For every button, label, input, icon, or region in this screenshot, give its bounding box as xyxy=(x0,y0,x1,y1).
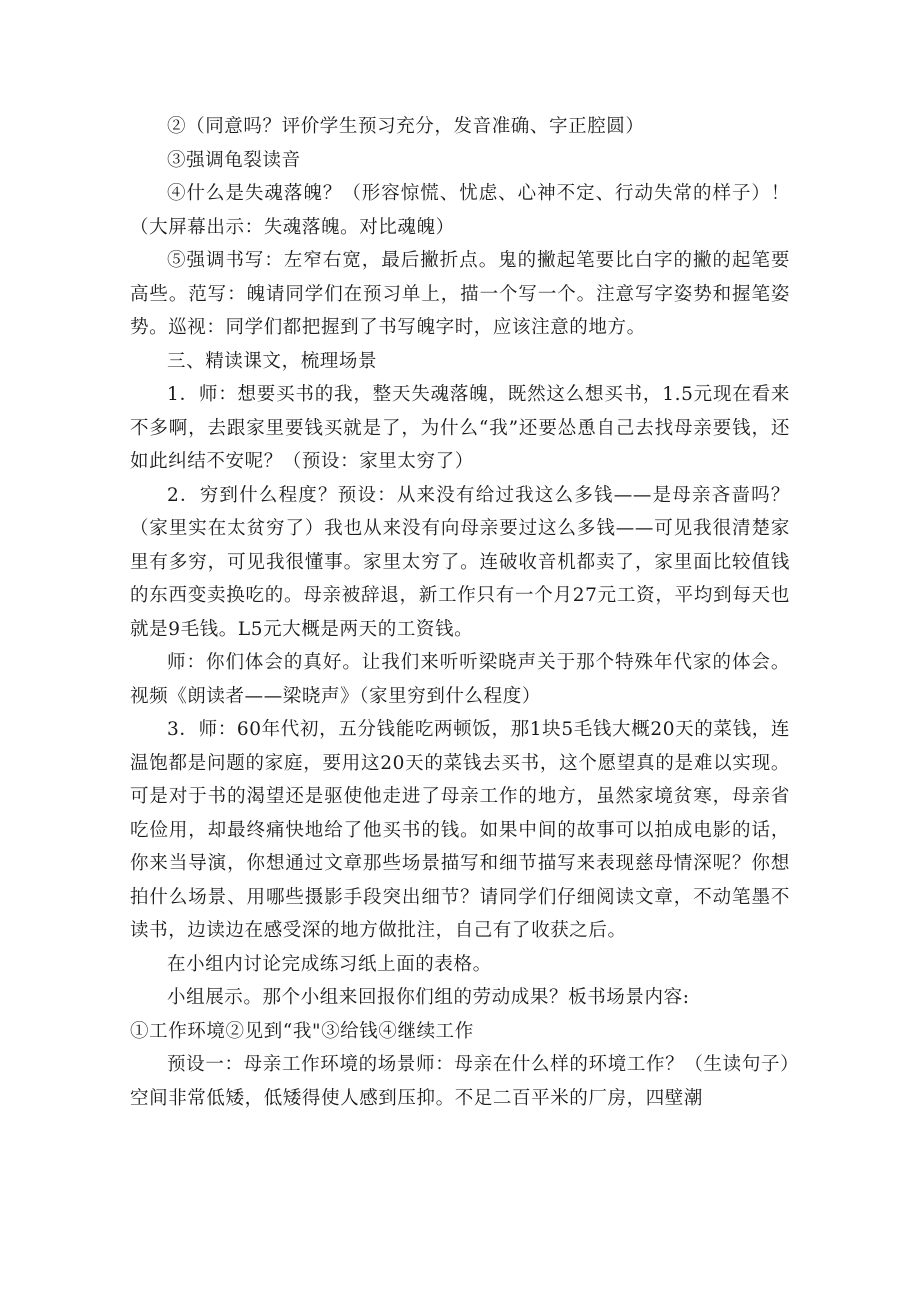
paragraph-step-1: 1．师：想要买书的我，整天失魂落魄，既然这么想买书，1.5元现在看来不多啊，去跟家里要钱买就是了，为什么“我”还要怂恿自己去找母亲要钱，还如此纠结不安呢？（预设：家里太穷了） xyxy=(130,384,790,472)
paragraph-item-2: ②（同意吗？评价学生预习充分，发音准确、字正腔圆） xyxy=(167,116,645,137)
paragraph-group-presentation: 小组展示。那个小组来回报你们组的劳动成果？板书场景内容: xyxy=(167,987,690,1008)
document-body xyxy=(130,110,790,1115)
paragraph-item-3: ③强调龟裂读音 xyxy=(167,149,301,171)
scene-list: ①工作环境②见到“我"③给钱④继续工作 xyxy=(130,1020,474,1042)
paragraph-teacher-remark: 师：你们体会的真好。让我们来听听梁晓声关于那个特殊年代家的体会。视频《朗读者——梁晓声》（家里穷到什么程度） xyxy=(130,652,790,707)
paragraph-step-3: 3．师：60年代初，五分钱能吃两顿饭，那1块5毛钱大概20天的菜钱，连温饱都是问题的家庭，要用这20天的菜钱去买书，这个愿望真的是难以实现。可是对于书的渴望还是驱使他走进了母亲工作的地方，虽然家境贫寒，母亲省吃俭用，却最终痛快地给了他买书的钱。如果中间的故事可以拍成电影的话，你来当导演，你想通过文章那些场景描写和细节描写来表现慈母情深呢？你想拍什么场景、用哪些摄影手段突出细节？请同学们仔细阅读文章，不动笔墨不读书，边读边在感受深的地方做批注，自己有了收获之后。 xyxy=(130,719,790,941)
section-heading-3: 三、精读课文，梳理场景 xyxy=(167,350,378,372)
paragraph-item-4: ④什么是失魂落魄？（形容惊慌、忧虑、心神不定、行动失常的样子）！（大屏幕出示：失魂落魄。对比魂魄） xyxy=(130,183,790,238)
paragraph-item-5: ⑤强调书写：左窄右宽，最后撇折点。鬼的撇起笔要比白字的撇的起笔要高些。范写：魄请同学们在预习单上，描一个写一个。注意写字姿势和握笔姿势。巡视：同学们都把握到了书写魄字时，应该注意的地方。 xyxy=(130,250,790,338)
paragraph-group-discussion: 在小组内讨论完成练习纸上面的表格。 xyxy=(167,953,492,975)
paragraph-preset-1: 预设一：母亲工作环境的场景师：母亲在什么样的环境工作？（生读句子）空间非常低矮，低矮得使人感到压抑。不足二百平米的厂房，四壁潮 xyxy=(130,1054,790,1109)
paragraph-step-2: 2．穷到什么程度？预设：从来没有给过我这么多钱——是母亲吝啬吗？（家里实在太贫穷了）我也从来没有向母亲要过这么多钱——可见我很清楚家里有多穷，可见我很懂事。家里太穷了。连破收音机都卖了，家里面比较值钱的东西变卖换吃的。母亲被辞退，新工作只有一个月27元工资，平均到每天也就是9毛钱。L5元大概是两天的工资钱。 xyxy=(130,484,790,640)
